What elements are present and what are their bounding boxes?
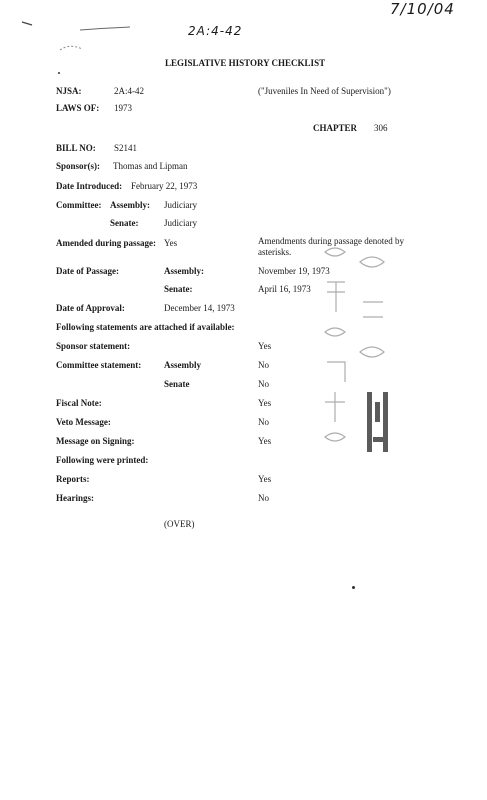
handwritten-date: 7/10/04 <box>390 0 455 18</box>
passage-senate-label: Senate: <box>164 284 193 294</box>
approval-label: Date of Approval: <box>56 303 125 313</box>
laws-of-label: LAWS OF: <box>56 103 100 113</box>
fiscal-note-label: Fiscal Note: <box>56 398 102 408</box>
committee-label: Committee: <box>56 200 102 210</box>
handwritten-statute: 2A:4-42 <box>188 24 243 38</box>
reports-label: Reports: <box>56 474 90 484</box>
passage-assembly-value: November 19, 1973 <box>258 266 330 276</box>
committee-statement-senate-label: Senate <box>164 379 190 389</box>
date-introduced-label: Date Introduced: <box>56 181 123 191</box>
chapter-label: CHAPTER <box>313 123 358 133</box>
attached-heading: Following statements are attached if available: <box>56 322 235 332</box>
scan-speck <box>58 72 60 74</box>
sponsor-statement-label: Sponsor statement: <box>56 341 131 351</box>
passage-senate-value: April 16, 1973 <box>258 284 311 294</box>
hearings-value: No <box>258 493 269 503</box>
amended-value: Yes <box>164 238 178 248</box>
njsa-note: ("Juveniles In Need of Supervision") <box>258 86 391 96</box>
hearings-label: Hearings: <box>56 493 94 503</box>
passage-assembly-label: Assembly: <box>164 266 204 276</box>
njsa-value: 2A:4-42 <box>114 86 144 96</box>
passage-label: Date of Passage: <box>56 266 119 276</box>
laws-of-value: 1973 <box>114 103 132 113</box>
over-footer: (OVER) <box>164 519 195 529</box>
veto-message-value: No <box>258 417 269 427</box>
committee-assembly-label: Assembly: <box>110 200 150 210</box>
reports-value: Yes <box>258 474 272 484</box>
message-on-signing-value: Yes <box>258 436 272 446</box>
bill-no-value: S2141 <box>114 143 138 153</box>
committee-statement-assembly-value: No <box>258 360 269 370</box>
committee-senate-label: Senate: <box>110 218 139 228</box>
chapter-value: 306 <box>374 123 388 133</box>
committee-statement-assembly-label: Assembly <box>164 360 202 370</box>
committee-assembly-value: Judiciary <box>164 200 197 210</box>
amended-label: Amended during passage: <box>56 238 157 248</box>
printed-heading: Following were printed: <box>56 455 149 465</box>
committee-statement-senate-value: No <box>258 379 269 389</box>
sponsors-value: Thomas and Lipman <box>113 161 188 171</box>
page-title: LEGISLATIVE HISTORY CHECKLIST <box>165 58 326 68</box>
scan-smudge <box>20 10 150 55</box>
veto-message-label: Veto Message: <box>56 417 111 427</box>
amended-note: Amendments during passage denoted by asterisks. <box>258 236 404 257</box>
sponsor-statement-value: Yes <box>258 341 272 351</box>
committee-senate-value: Judiciary <box>164 218 197 228</box>
njsa-label: NJSA: <box>56 86 82 96</box>
bill-no-label: BILL NO: <box>56 143 96 153</box>
scan-speck <box>352 586 355 589</box>
message-on-signing-label: Message on Signing: <box>56 436 135 446</box>
sponsors-label: Sponsor(s): <box>56 161 101 171</box>
fiscal-note-value: Yes <box>258 398 272 408</box>
library-stamp <box>315 242 405 472</box>
committee-statement-label: Committee statement: <box>56 360 142 370</box>
date-introduced-value: February 22, 1973 <box>131 181 198 191</box>
approval-value: December 14, 1973 <box>164 303 235 313</box>
